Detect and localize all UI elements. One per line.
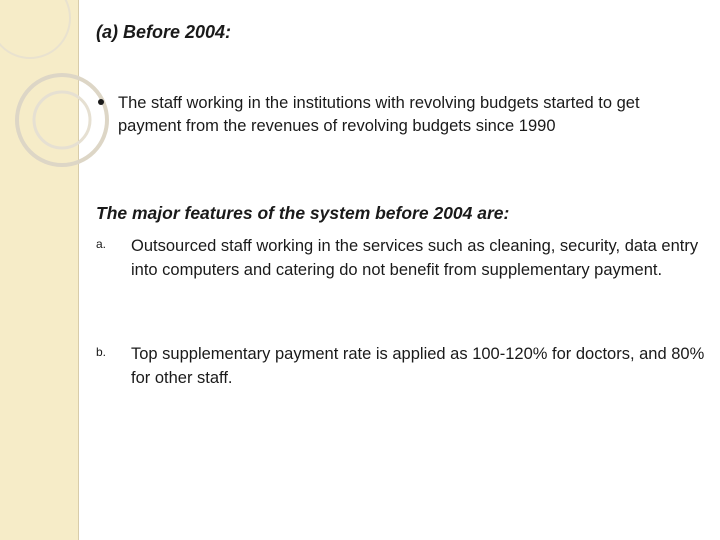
list-item xyxy=(96,342,706,390)
bullet-dot-icon xyxy=(98,99,104,105)
list-marker: b. xyxy=(96,345,107,359)
list-item xyxy=(96,234,706,282)
bullet-item xyxy=(98,92,698,138)
list-marker: a. xyxy=(96,237,107,251)
bullet-text: The staff working in the institutions with revolving budgets started to get payment from the revenues of revolving budgets since 1990 xyxy=(118,94,640,135)
features-heading: The major features of the system before 2004 are: xyxy=(96,203,510,223)
section-title: (a) Before 2004: xyxy=(96,22,232,42)
list-item-text: Outsourced staff working in the services such as cleaning, security, data entry into computers and catering do not benefit from supplementary payment. xyxy=(131,237,699,279)
list-item-text: Top supplementary payment rate is applied as 100-120% for doctors, and 80% for other staff. xyxy=(131,345,705,387)
